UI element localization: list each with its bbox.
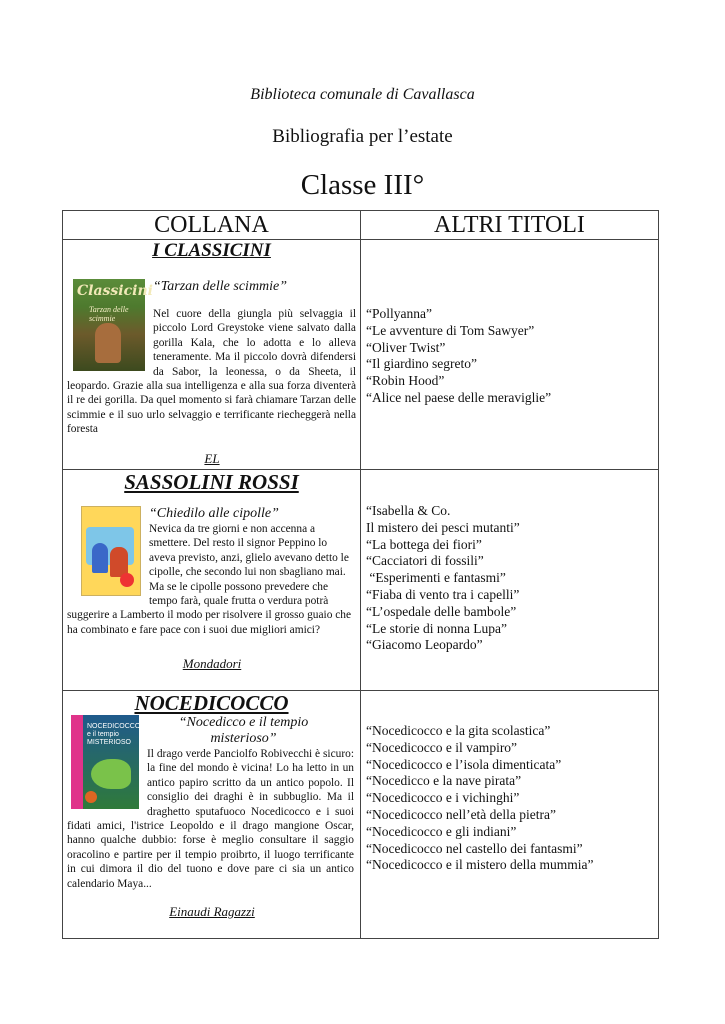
list-item: “Nocedicocco e il vampiro”	[366, 739, 518, 755]
class-heading: Classe III°	[300, 169, 425, 201]
series-name: I CLASSICINI	[152, 240, 271, 261]
list-item: “Il giardino segreto”	[366, 356, 477, 372]
publisher: EL	[204, 451, 220, 466]
table-row	[63, 240, 659, 470]
list-item: “Nocedicocco nell’età della pietra”	[366, 806, 557, 822]
other-titles-cell	[361, 470, 659, 691]
book-title: “Nocedicco e il tempio misterioso”	[178, 715, 309, 746]
publisher: Einaudi Ragazzi	[169, 904, 255, 919]
table-row	[63, 470, 659, 691]
list-item: “Nocedicocco e la gita scolastica”	[366, 723, 551, 738]
list-item: “Fiaba di vento tra i capelli”	[366, 586, 520, 602]
series-name: SASSOLINI ROSSI	[124, 470, 299, 494]
column-header-altri-titoli: ALTRI TITOLI	[361, 211, 659, 240]
bibliography-table	[62, 210, 659, 939]
list-item: “Nocedicocco e l’isola dimenticata”	[366, 756, 562, 772]
series-cell	[63, 691, 361, 939]
other-titles-list	[361, 470, 658, 654]
other-titles-cell	[361, 691, 659, 939]
publisher: Mondadori	[182, 656, 242, 671]
list-item: “Esperimenti e fantasmi”	[366, 570, 506, 586]
bibliography-heading: Bibliografia per l’estate	[272, 126, 453, 147]
book-cover-image	[81, 506, 141, 596]
list-item: “Pollyanna”	[366, 306, 432, 321]
series-name: NOCEDICOCCO	[134, 691, 289, 715]
list-item: “L’ospedale delle bambole”	[366, 603, 517, 619]
list-item: “Cacciatori di fossili”	[366, 553, 484, 569]
list-item: “La bottega dei fiori”	[366, 536, 482, 552]
book-cover-image: NOCEDICOCCO e il tempio MISTERIOSO	[71, 715, 139, 809]
list-item: “Le storie di nonna Lupa”	[366, 620, 507, 636]
book-title: “Tarzan delle scimmie”	[153, 279, 288, 294]
other-titles-cell	[361, 240, 659, 470]
other-titles-list	[361, 240, 658, 407]
list-item: “Le avventure di Tom Sawyer”	[366, 322, 535, 338]
book-title: “Chiedilo alle cipolle”	[149, 506, 279, 521]
other-titles-list	[361, 691, 658, 874]
list-item: “Nocedicocco nel castello dei fantasmi”	[366, 840, 583, 856]
list-item: “Nocedicocco e i vichinghi”	[366, 790, 520, 806]
list-item: “Oliver Twist”	[366, 339, 446, 355]
list-item: “Nocedicocco e gli indiani”	[366, 823, 517, 839]
list-item: “Giacomo Leopardo”	[366, 637, 483, 653]
series-cell	[63, 240, 361, 470]
book-cover-image: Classicini Tarzan delle scimmie	[73, 279, 145, 371]
book-description: Nel cuore della giungla più selvaggia il piccolo Lord Greystoke viene salvato dalla gorilla Kala, che lo adotta e lo alleva teneramente. Ma il piccolo dovrà difendersi da Sabor, la leonessa, o da Sheeta, il leopardo. Grazie alla sua intelligenza e alla sua forza diventerà il re dei gorilla. Da quel momento si farà chiamare Tarzan delle scimmie e il suo urlo selvaggio e terrificante riecheggerà nella foresta	[67, 308, 356, 436]
column-header-collana: COLLANA	[63, 211, 361, 240]
list-item: Il mistero dei pesci mutanti”	[366, 519, 520, 535]
list-item: “Nocedicocco e il mistero della mummia”	[366, 857, 594, 873]
list-item: “Nocedicco e la nave pirata”	[366, 773, 522, 789]
list-item: “Isabella & Co.	[366, 503, 451, 518]
series-cell	[63, 470, 361, 691]
library-name: Biblioteca comunale di Cavallasca	[250, 86, 475, 103]
book-description: Nevica da tre giorni e non accenna a smettere. Del resto il signor Peppino lo aveva previsto, anzi, glielo avevano detto le cipolle, che secondo lui non sbagliano mai. Ma se le cipolle possono prevedere che tempo farà, quale frutta o verdura potrà suggerire a Lamberto il modo per risolvere il grosso guaio che ha combinato e fare pace con i suoi due migliori amici?	[67, 523, 352, 636]
table-row	[63, 691, 659, 939]
list-item: “Robin Hood”	[366, 373, 445, 389]
list-item: “Alice nel paese delle meraviglie”	[366, 389, 552, 405]
book-description: Il drago verde Panciolfo Robivecchi è sicuro: la fine del mondo è vicina! Lo ha letto in un antico papiro scritto da un antico popolo. Il consiglio dei draghi è in subbuglio. Ma il draghetto sputafuoco Nocedicocco e i suoi fidati amici, l'istrice Leopoldo e il drago mangione Oscar, hanno qualche dubbio: forse è meglio consultare il saggio oracolino e partire per il tempio proibrto, il luogo terrificante in cui dimora il dio del tuono e dove pare ci sia un antico calendario Maya...	[67, 748, 354, 890]
table-header-row	[63, 211, 659, 240]
